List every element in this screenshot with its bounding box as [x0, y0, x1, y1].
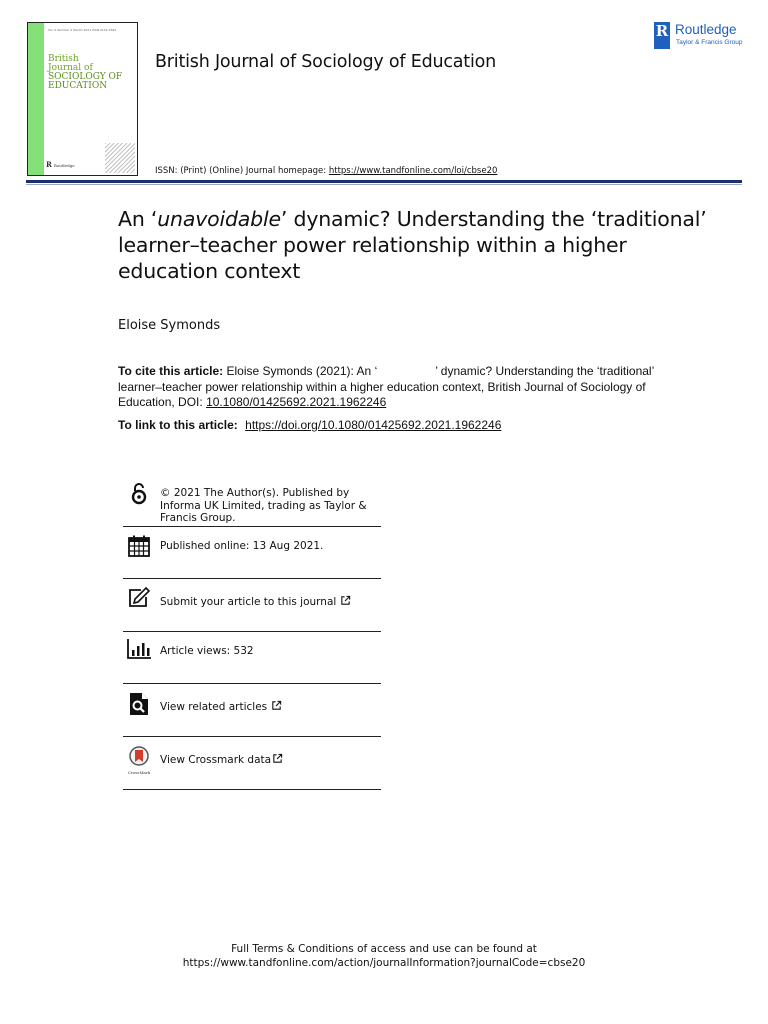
external-link-icon: [272, 753, 283, 764]
cover-publisher-name: Routledge: [53, 163, 75, 168]
cover-green-band: [28, 23, 44, 175]
citation-label: To cite this article:: [118, 364, 224, 378]
footer-line: Full Terms & Conditions of access and use can be found at: [231, 943, 537, 955]
citation: [118, 364, 678, 411]
divider: [123, 578, 381, 579]
article-doi-link[interactable]: https://doi.org/10.1080/01425692.2021.1962246: [245, 418, 502, 432]
divider: [123, 631, 381, 632]
article-title: [118, 206, 718, 284]
journal-title: British Journal of Sociology of Education: [155, 52, 497, 72]
article-title-italic: unavoidable: [157, 207, 281, 231]
external-link-icon: [340, 595, 351, 606]
divider: [123, 683, 381, 684]
views-row: [123, 633, 381, 685]
external-link-icon: [271, 700, 282, 711]
journal-cover-thumbnail: [27, 22, 138, 176]
footer: [0, 942, 768, 970]
article-title-part: ’ dynamic? Understanding the ‘traditional’ learner–teacher power relationship within a higher education context: [118, 207, 707, 283]
license-row: [123, 480, 381, 528]
cover-title-line: SOCIOLOGY OF: [48, 72, 123, 82]
header-divider: [26, 180, 742, 183]
link-to-article: [118, 418, 501, 432]
issn-line: [155, 166, 497, 176]
cover-title-line: British: [48, 54, 79, 64]
cover-decoration: [105, 143, 135, 173]
divider: [123, 736, 381, 737]
cover-title-line: EDUCATION: [48, 81, 108, 91]
published-date: Published online: 13 Aug 2021.: [160, 540, 324, 552]
cover-publisher-mark: R: [46, 160, 52, 169]
routledge-logo[interactable]: [654, 22, 746, 50]
link-label: To link to this article:: [118, 418, 238, 432]
published-row: [123, 528, 381, 580]
issn-prefix: ISSN: (Print) (Online) Journal homepage:: [155, 166, 327, 176]
related-articles-link[interactable]: [160, 700, 384, 714]
cover-topline: Vol. 0 Number 0 Month 2021 ISSN 0142-5692: [48, 28, 117, 32]
open-access-icon: [127, 482, 151, 506]
submit-label: Submit your article to this journal: [160, 596, 337, 608]
author-name: Eloise Symonds: [118, 318, 221, 333]
cover-title-line: Journal of: [48, 63, 93, 73]
journal-homepage-link[interactable]: https://www.tandfonline.com/loi/cbse20: [328, 166, 498, 176]
cover-publisher: [46, 160, 75, 169]
crossmark-link[interactable]: [160, 753, 384, 767]
citation-doi-link[interactable]: 10.1080/01425692.2021.1962246: [206, 395, 387, 409]
crossmark-icon: [127, 746, 151, 766]
citation-text: ’ dynamic? Understanding the ‘traditional’ learner–teacher power relationship within a higher education context, British Journal of Sociology of Education, DOI:: [118, 364, 654, 409]
submit-row[interactable]: [123, 580, 381, 633]
crossmark-row[interactable]: [123, 738, 381, 791]
citation-text: Eloise Symonds (2021): An ‘: [226, 364, 378, 378]
related-label: View related articles: [160, 701, 268, 713]
routledge-subtitle: Taylor & Francis Group: [676, 39, 743, 46]
license-text: © 2021 The Author(s). Published by Informa UK Limited, trading as Taylor & Francis Group.: [160, 487, 367, 524]
routledge-name: Routledge: [675, 22, 737, 37]
crossmark-logo-text: CrossMark: [127, 770, 151, 775]
terms-link[interactable]: https://www.tandfonline.com/action/journalInformation?journalCode=cbse20: [182, 957, 586, 969]
crossmark-logo: [127, 746, 151, 774]
related-row[interactable]: [123, 685, 381, 738]
article-views: Article views: 532: [160, 645, 254, 657]
divider: [123, 526, 381, 527]
cover-title: [48, 55, 122, 91]
crossmark-label: View Crossmark data: [160, 754, 272, 766]
edit-icon: [127, 586, 151, 610]
submit-article-link[interactable]: [160, 595, 384, 609]
related-articles-icon: [127, 692, 151, 716]
header-divider-thin: [26, 184, 742, 185]
routledge-r-icon: R: [654, 22, 670, 49]
calendar-icon: [127, 534, 151, 558]
divider: [123, 789, 381, 790]
bar-chart-icon: [127, 637, 151, 661]
article-title-part: An ‘: [118, 207, 158, 231]
